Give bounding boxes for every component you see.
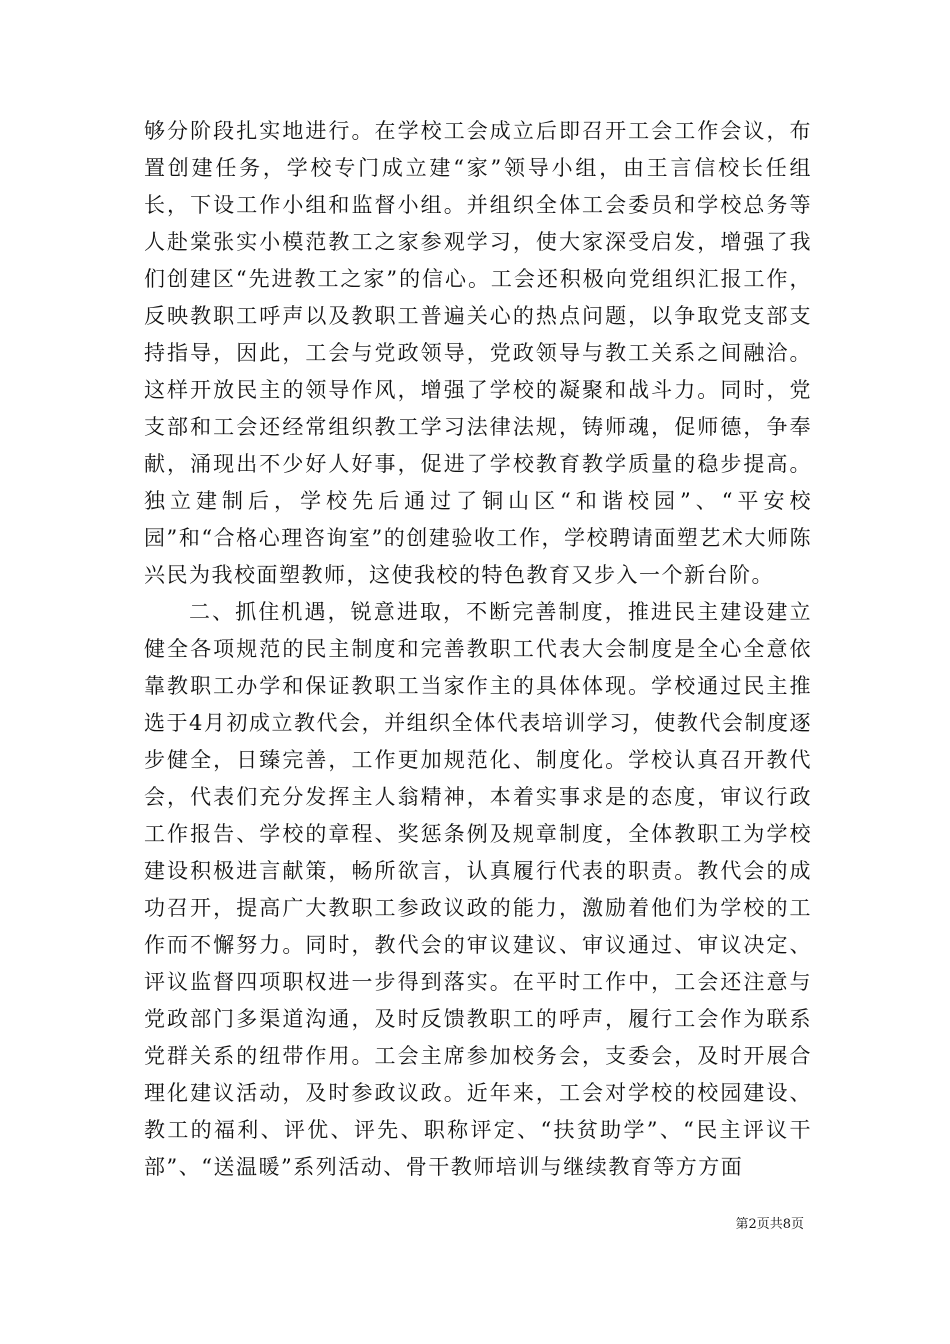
paragraph-continued: 够分阶段扎实地进行。在学校工会成立后即召开工会工作会议，布置创建任务，学校专门成立建“家”领导小组，由王言信校长任组长，下设工作小组和监督小组。并组织全体工会委员和学校总务等人赴棠张实小模范教工之家参观学习，使大家深受启发，增强了我们创建区“先进教工之家”的信心。工会还积极向党组织汇报工作，反映教职工呼声以及教职工普遍关心的热点问题，以争取党支部支持指导，因此，工会与党政领导，党政领导与教工关系之间融洽。这样开放民主的领导作风，增强了学校的凝聚和战斗力。同时，党支部和工会还经常组织教工学习法律法规，铸师魂，促师德，争奉献，涌现出不少好人好事，促进了学校教育教学质量的稳步提高。独立建制后，学校先后通过了铜山区“和谐校园”、“平安校园”和“合格心理咨询室”的创建验收工作，学校聘请面塑艺术大师陈兴民为我校面塑教师，这使我校的特色教育又步入一个新台阶。 — [144, 119, 812, 587]
body-text — [144, 113, 812, 1186]
paragraph-section-two: 二、抓住机遇，锐意进取，不断完善制度，推进民主建设建立健全各项规范的民主制度和完善教职工代表大会制度是全心全意依靠教职工办学和保证教职工当家作主的具体体现。学校通过民主推选于4月初成立教代会，并组织全体代表培训学习，使教代会制度逐步健全，日臻完善，工作更加规范化、制度化。学校认真召开教代会，代表们充分发挥主人翁精神，本着实事求是的态度，审议行政工作报告、学校的章程、奖惩条例及规章制度，全体教职工为学校建设积极进言献策，畅所欲言，认真履行代表的职责。教代会的成功召开，提高广大教职工参政议政的能力，激励着他们为学校的工作而不懈努力。同时，教代会的审议建议、审议通过、审议决定、评议监督四项职权进一步得到落实。在平时工作中，工会还注意与党政部门多渠道沟通，及时反馈教职工的呼声，履行工会作为联系党群关系的纽带作用。工会主席参加校务会，支委会，及时开展合理化建议活动，及时参政议政。近年来，工会对学校的校园建设、教工的福利、评优、评先、职称评定、“扶贫助学”、“民主评议干部”、“送温暖”系列活动、骨干教师培训与继续教育等方方面 — [144, 600, 812, 1179]
page-number-footer: 第2页共8页 — [735, 1217, 804, 1232]
